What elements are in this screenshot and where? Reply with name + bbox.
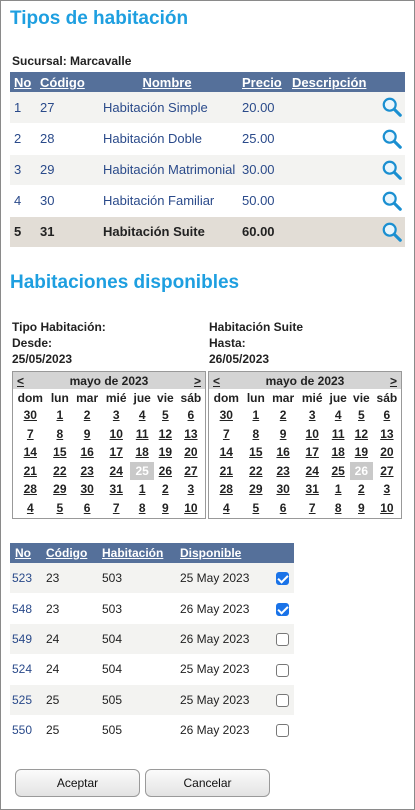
available-checkbox[interactable] xyxy=(276,572,289,585)
next-month-button[interactable]: > xyxy=(389,373,397,388)
weekday-label: dom xyxy=(17,390,43,405)
calendar-day[interactable]: 23 xyxy=(80,463,94,478)
prev-month-button[interactable]: < xyxy=(213,373,221,388)
calendar-day[interactable]: 23 xyxy=(276,463,290,478)
hasta-value: 26/05/2023 xyxy=(209,352,270,366)
calendar-day[interactable]: 26 xyxy=(158,463,173,478)
calendar-day[interactable]: 1 xyxy=(138,482,146,497)
cell-codigo: 25 xyxy=(41,685,97,715)
calendar-day[interactable]: 5 xyxy=(56,500,64,515)
cell-habitacion: 503 xyxy=(102,601,123,616)
cell-habitacion: 505 xyxy=(97,685,175,715)
calendar-day[interactable]: 22 xyxy=(249,463,263,478)
calendar-day[interactable]: 19 xyxy=(158,445,173,460)
col-codigo[interactable]: Código xyxy=(41,543,97,563)
calendar-day[interactable]: 5 xyxy=(162,408,169,423)
calendar-day[interactable]: 1 xyxy=(334,482,342,497)
cell-precio: 30.00 xyxy=(238,154,288,185)
calendar-day[interactable]: 29 xyxy=(249,482,263,497)
cell-disponible: 25 May 2023 xyxy=(175,563,266,593)
calendar-day[interactable]: 3 xyxy=(308,408,316,423)
cell-habitacion: 503 xyxy=(97,563,175,593)
calendar-day[interactable]: 30 xyxy=(80,482,94,497)
cell-codigo: 23 xyxy=(46,601,60,616)
cell-no: 525 xyxy=(10,685,41,715)
col-no[interactable]: No xyxy=(10,543,41,563)
calendar-day[interactable]: 30 xyxy=(219,408,233,423)
weekday-label: jue xyxy=(329,390,347,405)
calendar-desde xyxy=(12,371,206,519)
cell-no: 548 xyxy=(12,601,33,616)
cell-precio: 60.00 xyxy=(238,216,288,247)
cell-precio: 25.00 xyxy=(238,123,288,154)
calendar-day[interactable]: 28 xyxy=(219,482,233,497)
table-row xyxy=(10,593,294,623)
calendar-day[interactable]: 27 xyxy=(184,463,198,478)
weekday-label: dom xyxy=(213,390,239,405)
calendar-day[interactable]: 9 xyxy=(358,500,365,515)
available-title: Habitaciones disponibles xyxy=(10,272,240,293)
prev-month-button[interactable]: < xyxy=(17,373,25,388)
tipo-value: Habitación Suite xyxy=(209,320,304,334)
table-header-row xyxy=(10,72,405,92)
desde-label: Desde: xyxy=(12,336,53,350)
calendar-day[interactable]: 9 xyxy=(279,426,287,441)
calendar-day[interactable]: 1 xyxy=(252,408,260,423)
calendar-day[interactable]: 16 xyxy=(276,445,290,460)
table-row xyxy=(10,654,294,684)
calendar-day[interactable]: 31 xyxy=(305,482,319,497)
calendar-day[interactable]: 24 xyxy=(109,463,123,478)
calendar-day[interactable]: 3 xyxy=(383,482,391,497)
calendar-day[interactable]: 17 xyxy=(305,445,319,460)
calendar-day[interactable]: 19 xyxy=(354,445,369,460)
cell-no: 524 xyxy=(12,662,33,677)
calendar-day[interactable]: 7 xyxy=(26,426,34,441)
calendar-day[interactable]: 30 xyxy=(276,482,290,497)
col-codigo[interactable]: Código xyxy=(36,72,92,92)
calendar-day[interactable]: 13 xyxy=(184,426,198,441)
cell-nombre: Habitación Doble xyxy=(92,123,238,154)
cell-habitacion: 504 xyxy=(97,624,175,654)
calendar-day[interactable]: 3 xyxy=(187,482,195,497)
cell-codigo: 31 xyxy=(36,216,92,247)
available-checkbox[interactable] xyxy=(276,694,289,707)
calendar-day[interactable]: 12 xyxy=(158,426,173,441)
weekday-label: sáb xyxy=(180,390,202,405)
cell-no: 1 xyxy=(10,92,36,123)
weekday-label: mié xyxy=(105,390,127,405)
cell-codigo: 24 xyxy=(46,662,60,677)
cell-habitacion: 504 xyxy=(102,662,123,677)
calendar-day[interactable]: 31 xyxy=(109,482,123,497)
calendar-day[interactable]: 20 xyxy=(380,445,394,460)
table-row[interactable] xyxy=(10,123,405,154)
calendar-day[interactable]: 8 xyxy=(252,426,260,441)
magnifier-icon[interactable] xyxy=(381,221,403,243)
cell-nombre: Habitación Familiar xyxy=(92,185,238,216)
calendar-day[interactable]: 4 xyxy=(138,408,146,423)
table-row[interactable] xyxy=(10,154,405,185)
available-checkbox[interactable] xyxy=(276,664,289,677)
calendar-hasta xyxy=(208,371,402,519)
cell-codigo: 23 xyxy=(41,563,97,593)
calendar-day[interactable]: 15 xyxy=(53,445,67,460)
calendar-day[interactable]: 11 xyxy=(135,426,149,441)
calendar-day[interactable]: 28 xyxy=(23,482,37,497)
accept-button[interactable]: Aceptar xyxy=(15,769,140,797)
calendar-day[interactable]: 16 xyxy=(80,445,94,460)
table-row xyxy=(10,715,294,745)
cell-nombre: Habitación Matrimonial xyxy=(92,154,238,185)
tipo-label: Tipo Habitación: xyxy=(12,320,106,334)
calendar-header xyxy=(13,372,205,389)
calendar-day[interactable]: 21 xyxy=(23,463,37,478)
col-descripcion[interactable]: Descripción xyxy=(288,72,405,92)
calendar-day[interactable]: 14 xyxy=(23,445,37,460)
calendar-month-label: mayo de 2023 xyxy=(265,373,345,388)
calendar-day[interactable]: 11 xyxy=(331,426,345,441)
calendar-day[interactable]: 29 xyxy=(53,482,67,497)
table-row[interactable] xyxy=(10,216,405,247)
magnifier-icon[interactable] xyxy=(381,128,403,150)
calendar-day[interactable]: 8 xyxy=(334,500,342,515)
cell-codigo: 30 xyxy=(36,185,92,216)
calendar-day[interactable]: 25 xyxy=(130,462,154,481)
calendar-day[interactable]: 17 xyxy=(109,445,123,460)
calendar-day[interactable]: 25 xyxy=(331,463,345,478)
room-types-table xyxy=(10,72,405,248)
weekday-label: mié xyxy=(301,390,323,405)
calendar-day[interactable]: 10 xyxy=(380,500,394,515)
col-precio[interactable]: Precio xyxy=(238,72,288,92)
table-row xyxy=(10,624,294,654)
cell-precio: 50.00 xyxy=(238,185,288,216)
table-row xyxy=(10,685,294,715)
calendar-day[interactable]: 9 xyxy=(162,500,169,515)
cell-habitacion: 505 xyxy=(102,723,123,738)
cell-no: 549 xyxy=(10,624,41,654)
calendar-day[interactable]: 1 xyxy=(56,408,64,423)
magnifier-icon[interactable] xyxy=(381,96,403,118)
calendar-day[interactable]: 4 xyxy=(222,500,230,515)
calendar-day[interactable]: 10 xyxy=(305,426,319,441)
calendar-day[interactable]: 22 xyxy=(53,463,67,478)
calendar-day[interactable]: 12 xyxy=(354,426,369,441)
calendar-day[interactable]: 2 xyxy=(162,482,169,497)
col-nombre[interactable]: Nombre xyxy=(92,72,238,92)
calendar-month-label: mayo de 2023 xyxy=(69,373,149,388)
weekday-label: mar xyxy=(76,390,99,405)
table-header-row xyxy=(10,543,294,563)
calendar-day[interactable]: 2 xyxy=(279,408,287,423)
cell-no: 550 xyxy=(12,723,33,738)
available-checkbox[interactable] xyxy=(276,724,289,737)
calendar-day[interactable]: 6 xyxy=(187,408,195,423)
calendar-day[interactable]: 4 xyxy=(26,500,34,515)
cell-nombre: Habitación Simple xyxy=(92,92,238,123)
cell-codigo: 25 xyxy=(46,723,60,738)
weekday-label: vie xyxy=(353,390,370,405)
magnifier-icon[interactable] xyxy=(381,159,403,181)
calendar-day[interactable]: 10 xyxy=(184,500,198,515)
weekday-label: sáb xyxy=(376,390,398,405)
calendar-day[interactable]: 24 xyxy=(305,463,319,478)
desde-value: 25/05/2023 xyxy=(12,352,73,366)
cell-disponible: 26 May 2023 xyxy=(180,601,250,616)
calendar-day[interactable]: 3 xyxy=(112,408,120,423)
calendar-day[interactable]: 15 xyxy=(249,445,263,460)
calendar-day[interactable]: 20 xyxy=(184,445,198,460)
calendar-day[interactable]: 9 xyxy=(83,426,91,441)
cell-no: 5 xyxy=(10,216,36,247)
calendar-day[interactable]: 6 xyxy=(383,408,391,423)
calendar-day[interactable]: 2 xyxy=(83,408,91,423)
available-rooms-table xyxy=(10,543,294,745)
cell-disponible: 26 May 2023 xyxy=(175,624,266,654)
cell-nombre: Habitación Suite xyxy=(92,216,238,247)
calendar-day[interactable]: 6 xyxy=(83,500,91,515)
calendar-day[interactable]: 7 xyxy=(222,426,230,441)
calendar-day[interactable]: 2 xyxy=(358,482,365,497)
cell-disponible: 25 May 2023 xyxy=(175,685,266,715)
weekday-label: vie xyxy=(157,390,174,405)
calendar-day[interactable]: 13 xyxy=(380,426,394,441)
calendar-day[interactable]: 8 xyxy=(56,426,64,441)
weekday-label: mar xyxy=(272,390,295,405)
calendar-header xyxy=(209,372,401,389)
table-row[interactable] xyxy=(10,185,405,216)
cell-codigo: 24 xyxy=(41,624,97,654)
calendar-day[interactable]: 4 xyxy=(334,408,342,423)
cell-codigo: 29 xyxy=(36,154,92,185)
available-checkbox[interactable] xyxy=(276,633,289,646)
table-row xyxy=(10,563,294,593)
next-month-button[interactable]: > xyxy=(193,373,201,388)
sucursal-label: Sucursal: Marcavalle xyxy=(12,54,132,68)
table-row[interactable] xyxy=(10,92,405,123)
cell-no: 523 xyxy=(10,563,41,593)
calendar-day[interactable]: 30 xyxy=(23,408,37,423)
available-checkbox[interactable] xyxy=(276,603,289,616)
cell-precio: 20.00 xyxy=(238,92,288,123)
cell-no: 4 xyxy=(10,185,36,216)
col-habitacion[interactable]: Habitación xyxy=(97,543,175,563)
weekday-label: jue xyxy=(133,390,151,405)
col-disponible[interactable]: Disponible xyxy=(175,543,294,563)
cell-no: 2 xyxy=(10,123,36,154)
calendar-day[interactable]: 5 xyxy=(252,500,260,515)
calendar-day[interactable]: 8 xyxy=(138,500,146,515)
calendar-day[interactable]: 7 xyxy=(308,500,316,515)
cell-disponible: 26 May 2023 xyxy=(180,723,250,738)
calendar-day[interactable]: 10 xyxy=(109,426,123,441)
calendar-day[interactable]: 6 xyxy=(279,500,287,515)
weekday-label: lun xyxy=(50,390,69,405)
cell-no: 3 xyxy=(10,154,36,185)
weekday-label: lun xyxy=(246,390,265,405)
calendar-day[interactable]: 14 xyxy=(219,445,233,460)
calendar-day[interactable]: 27 xyxy=(380,463,394,478)
calendar-day[interactable]: 7 xyxy=(112,500,120,515)
hasta-label: Hasta: xyxy=(209,336,246,350)
calendar-day[interactable]: 26 xyxy=(350,462,373,481)
cell-disponible: 25 May 2023 xyxy=(180,662,250,677)
col-no[interactable]: No xyxy=(10,72,36,92)
page-title: Tipos de habitación xyxy=(10,8,189,29)
calendar-day[interactable]: 18 xyxy=(135,445,149,460)
cancel-button[interactable]: Cancelar xyxy=(145,769,270,797)
magnifier-icon[interactable] xyxy=(381,190,403,212)
cell-codigo: 27 xyxy=(36,92,92,123)
cell-codigo: 28 xyxy=(36,123,92,154)
calendar-day[interactable]: 5 xyxy=(358,408,365,423)
calendar-day[interactable]: 21 xyxy=(219,463,233,478)
calendar-day[interactable]: 18 xyxy=(331,445,345,460)
